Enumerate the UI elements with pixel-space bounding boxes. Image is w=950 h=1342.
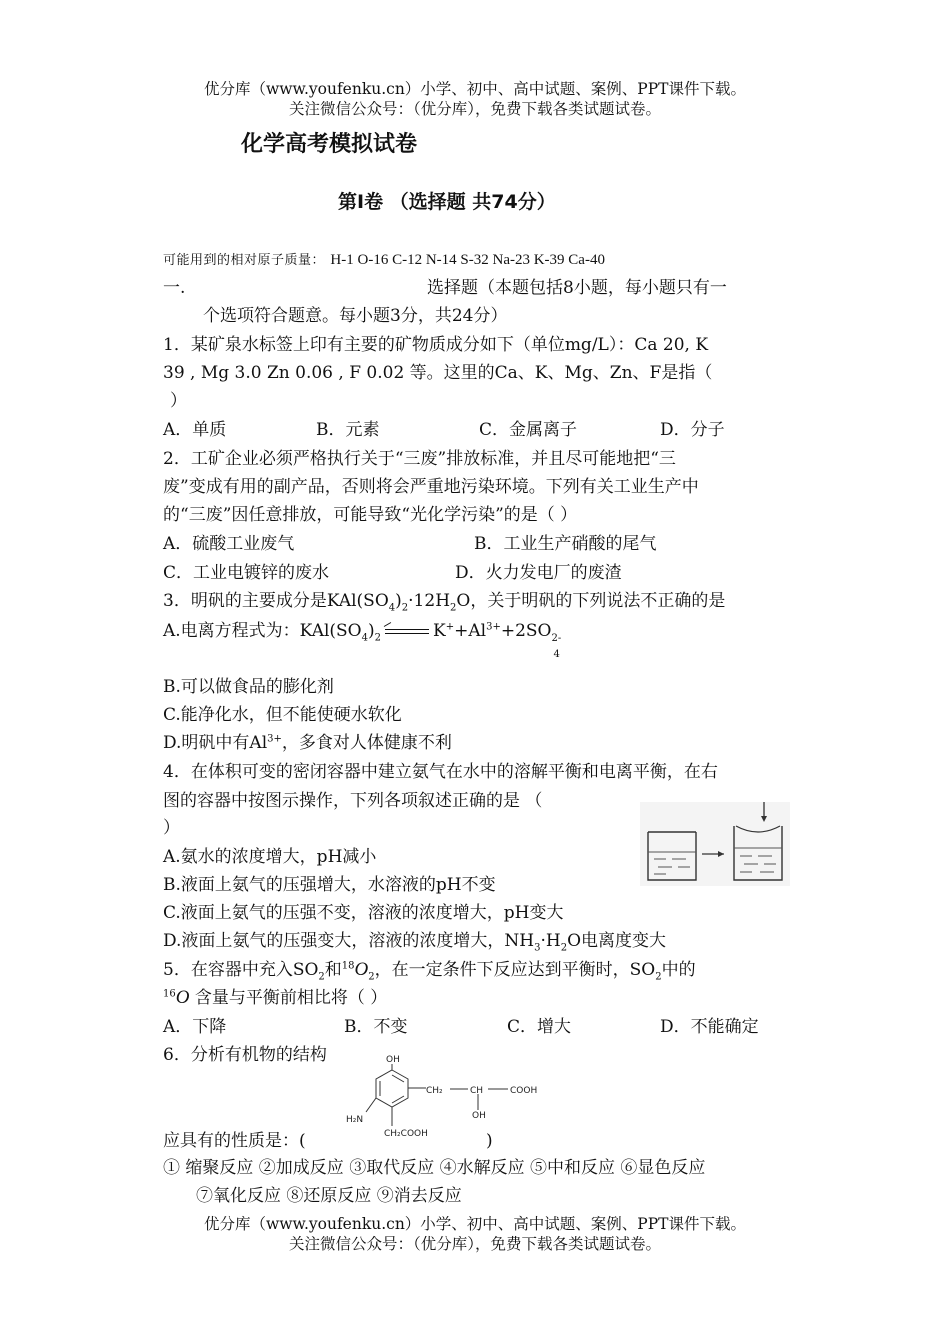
q4-option-b: B.液面上氨气的压强增大，水溶液的pH不变 xyxy=(163,875,496,895)
atomic-masses-values: H-1 O-16 C-12 N-14 S-32 Na-23 K-39 Ca-40 xyxy=(330,252,605,268)
q5-k: O xyxy=(175,987,190,1008)
q3-d-rest: ，多食对人体健康不利 xyxy=(281,733,452,753)
q1-option-a: A．单质 xyxy=(163,420,227,440)
q5-h: 2 xyxy=(655,971,662,983)
q3-a-so: +2SO xyxy=(500,621,552,641)
q4-d-sub2: 2 xyxy=(560,942,568,954)
atomic-masses-label: 可能用到的相对原子质量： xyxy=(163,253,326,268)
q3-stem-c: ) xyxy=(395,591,402,611)
q2-line-2: 废”变成有用的副产品，否则将会严重地污染环境。下列有关工业生产中 xyxy=(163,477,699,497)
q6-line-2a: 应具有的性质是：( xyxy=(163,1131,306,1151)
q5-b: 2 xyxy=(318,971,325,983)
section-heading: 选择题（本题包括8小题，每小题只有一 xyxy=(427,278,727,298)
q4-option-a: A.氨水的浓度增大，pH减小 xyxy=(163,847,377,867)
q2-line-3: 的“三废”因任意排放，可能导致“光化学污染”的是（ ） xyxy=(163,505,578,525)
q5-option-a: A．下降 xyxy=(163,1017,227,1037)
q2-line-1: 2．工矿企业必须严格执行关于“三废”排放标准，并且尽可能地把“三 xyxy=(163,449,676,469)
q3-option-c: C.能净化水，但不能使硬水软化 xyxy=(163,705,402,725)
q2-option-a: A．硫酸工业废气 xyxy=(163,534,295,554)
q4-d-rest: O电离度变大 xyxy=(567,931,667,951)
header-line-2: 关注微信公众号：（优分库），免费下载各类试题试卷。 xyxy=(288,100,661,118)
structure-cooh: COOH xyxy=(510,1086,538,1096)
q3-stem-b: 4 xyxy=(388,602,396,614)
q3-stem-e: ·12H xyxy=(408,591,451,611)
q3-option-d xyxy=(163,732,452,754)
q6-line-2 xyxy=(163,1130,306,1152)
footer-line-1: 优分库（www.youfenku.cn）小学、初中、高中试题、案例、PPT课件下载。 xyxy=(203,1215,747,1233)
q3-a-text: A.电离方程式为：KAl(SO xyxy=(163,621,362,641)
footer-line-2: 关注微信公众号：（优分库），免费下载各类试题试卷。 xyxy=(288,1235,661,1253)
q2-option-c: C．工业电镀锌的废水 xyxy=(163,563,330,583)
q3-a-al: +Al xyxy=(454,621,487,641)
q5-e: O xyxy=(354,959,369,980)
q1-option-b: B．元素 xyxy=(316,420,380,440)
q4-d-text: D.液面上氨气的压强变大，溶液的浓度增大，NH xyxy=(163,931,535,951)
q5-line-2 xyxy=(163,987,387,1009)
q1-line-1: 1．某矿泉水标签上印有主要的矿物质成分如下（单位mg/L）：Ca 20, K xyxy=(163,335,709,355)
q1-line-3: ） xyxy=(170,391,187,411)
q3-a-sub2: 2 xyxy=(374,632,382,644)
q3-stem-d: 2 xyxy=(401,602,409,614)
q3-a-sub1: 4 xyxy=(361,632,368,644)
organic-structure-diagram xyxy=(344,1052,554,1138)
q5-f: 2 xyxy=(368,971,375,983)
q5-line-1 xyxy=(163,959,696,981)
q3-stem-a: 3．明矾的主要成分是KAl(SO xyxy=(163,591,389,611)
q1-line-2: 39 , Mg 3.0 Zn 0.06 , F 0.02 等。这里的Ca、K、Mg、Zn、F是指（ xyxy=(163,363,713,383)
q3-d-text: D.明矾中有Al xyxy=(163,733,268,753)
section-subtitle: 第Ⅰ卷 （选择题 共74分） xyxy=(338,191,556,213)
q3-d-charge: 3+ xyxy=(267,733,282,745)
q5-option-c: C．增大 xyxy=(507,1017,572,1037)
q1-option-c: C．金属离子 xyxy=(479,420,578,440)
q4-option-c: C.液面上氨气的压强不变，溶液的浓度增大，pH变大 xyxy=(163,903,564,923)
q5-i: 中的 xyxy=(661,960,696,980)
q4-line-1: 4．在体积可变的密闭容器中建立氨气在水中的溶解平衡和电离平衡，在右 xyxy=(163,762,718,782)
q6-line-3: ① 缩聚反应 ②加成反应 ③取代反应 ④水解反应 ⑤中和反应 ⑥显色反应 xyxy=(163,1158,706,1178)
q4-option-d xyxy=(163,930,666,952)
q3-stem xyxy=(163,590,725,612)
q2-option-b: B．工业生产硝酸的尾气 xyxy=(474,534,657,554)
section-number: 一. xyxy=(163,278,186,298)
q5-option-b: B．不变 xyxy=(344,1017,408,1037)
structure-ch2cooh: CH₂COOH xyxy=(384,1129,428,1138)
q3-option-b: B.可以做食品的膨化剂 xyxy=(163,677,334,697)
q3-stem-g: O，关于明矾的下列说法不正确的是 xyxy=(456,591,726,611)
q3-a-so4-charge: 2- xyxy=(551,633,562,644)
q3-a-k-charge: + xyxy=(445,621,455,633)
section-heading-cont: 个选项符合题意。每小题3分，共24分） xyxy=(203,306,508,326)
structure-h2n: H₂N xyxy=(346,1115,364,1125)
beaker-diagram xyxy=(638,796,792,888)
structure-ch: CH xyxy=(470,1086,484,1096)
q4-d-sub1: 3 xyxy=(534,942,541,954)
q5-g: ，在一定条件下反应达到平衡时，SO xyxy=(374,960,656,980)
q5-d: 18 xyxy=(341,960,355,972)
q2-option-d: D．火力发电厂的废渣 xyxy=(455,563,622,583)
q4-d-h: ·H xyxy=(540,931,561,951)
structure-oh-top: OH xyxy=(386,1055,400,1065)
q3-a-k: K xyxy=(433,621,446,641)
q1-option-d: D．分子 xyxy=(660,420,725,440)
q3-a-so4-marks xyxy=(551,620,565,660)
q3-option-a xyxy=(163,620,565,660)
q3-a-so4-sub: 4 xyxy=(553,649,560,660)
q5-a: 5．在容器中充入SO xyxy=(163,960,319,980)
q4-line-3: ） xyxy=(163,818,180,838)
q3-a-al-charge: 3+ xyxy=(486,621,501,633)
q5-c: 和 xyxy=(324,960,342,980)
q6-line-4: ⑦氧化反应 ⑧还原反应 ⑨消去反应 xyxy=(196,1186,462,1206)
structure-ch2: CH₂ xyxy=(426,1086,443,1096)
q5-option-d: D．不能确定 xyxy=(660,1017,759,1037)
structure-oh-side: OH xyxy=(472,1111,486,1121)
equilibrium-arrow-icon xyxy=(385,627,429,637)
header-line-1: 优分库（www.youfenku.cn）小学、初中、高中试题、案例、PPT课件下载。 xyxy=(203,80,747,98)
q6-line-1: 6．分析有机物的结构 xyxy=(163,1045,327,1065)
q4-line-2: 图的容器中按图示操作，下列各项叙述正确的是 （ xyxy=(163,791,543,811)
q5-j: 16 xyxy=(163,988,176,1000)
q6-line-2b: ) xyxy=(486,1131,493,1151)
q5-l: 含量与平衡前相比将（ ） xyxy=(189,988,388,1008)
atomic-masses xyxy=(163,248,605,272)
page-title: 化学高考模拟试卷 xyxy=(241,132,418,157)
q3-a-paren: ) xyxy=(368,621,375,641)
diagram-background xyxy=(640,802,790,886)
q3-stem-f: 2 xyxy=(450,602,457,614)
